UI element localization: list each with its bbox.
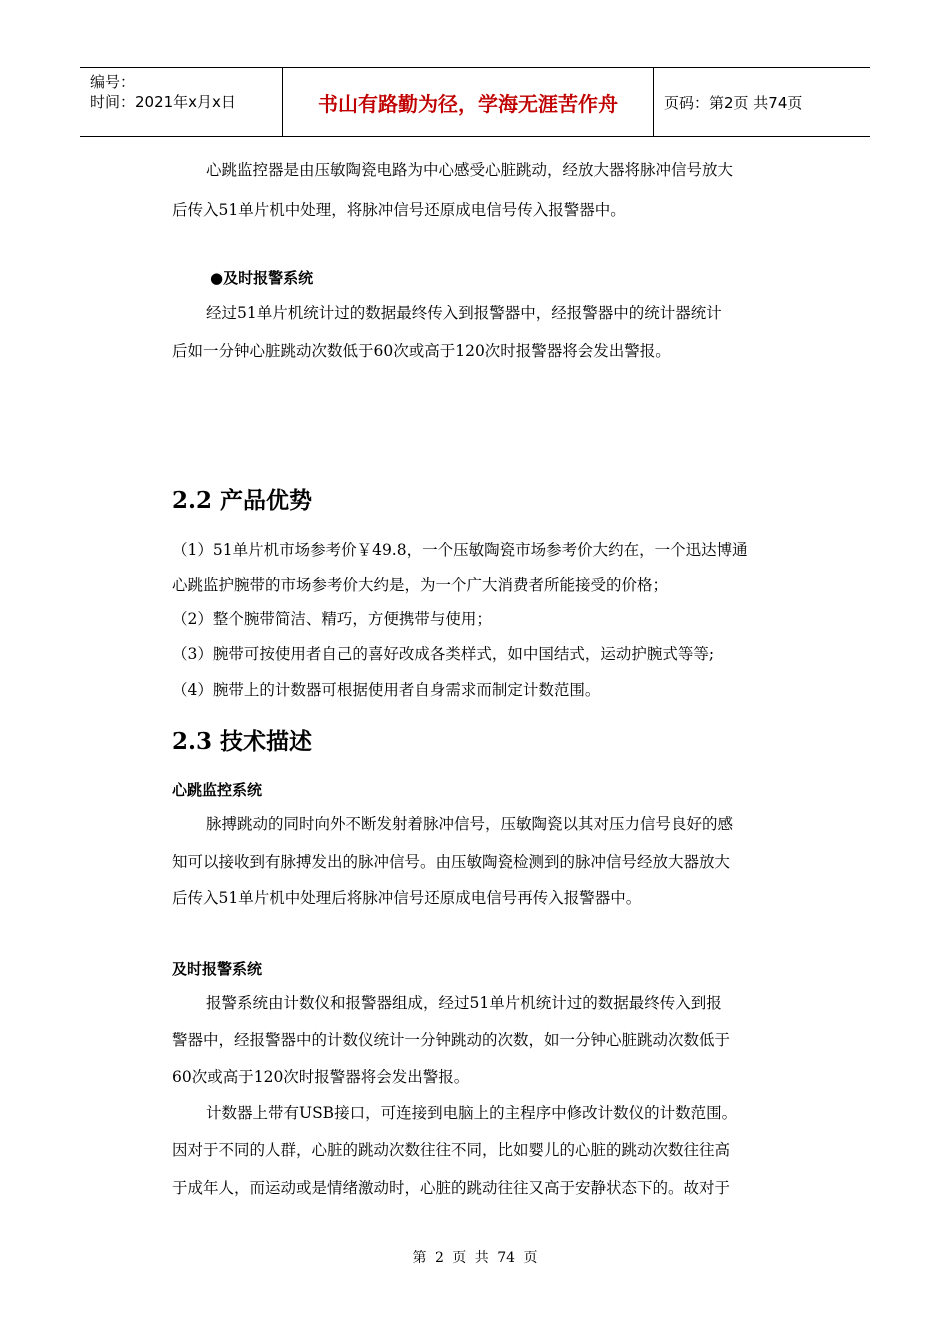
- subheading-heart-monitor: 心跳监控系统: [172, 781, 263, 799]
- paragraph-line: 计数器上带有USB接口，可连接到电脑上的主程序中修改计数仪的计数范围。: [206, 1104, 738, 1122]
- paragraph-line: 报警系统由计数仪和报警器组成，经过51单片机统计过的数据最终传入到报: [206, 994, 722, 1012]
- paragraph-line: 60次或高于120次时报警器将会发出警报。: [172, 1068, 470, 1086]
- paragraph-line: 因对于不同的人群，心脏的跳动次数往往不同，比如婴儿的心脏的跳动次数往往高: [172, 1141, 731, 1159]
- header-meta: [80, 68, 282, 136]
- header-motto: 书山有路勤为径，学海无涯苦作舟: [282, 68, 654, 136]
- time-label: 时间：2021年x月x日: [90, 93, 236, 111]
- section-heading-2-2: 2.2 产品优势: [172, 487, 313, 514]
- advantage-item: 心跳监护腕带的市场参考价大约是，为一个广大消费者所能接受的价格；: [172, 576, 669, 594]
- paragraph-line: 警器中，经报警器中的计数仪统计一分钟跳动的次数，如一分钟心脏跳动次数低于: [172, 1031, 731, 1049]
- paragraph-line: 后传入51单片机中处理，将脉冲信号还原成电信号传入报警器中。: [172, 201, 626, 219]
- paragraph-line: 心跳监控器是由压敏陶瓷电路为中心感受心脏跳动，经放大器将脉冲信号放大: [206, 161, 734, 179]
- paragraph-line: 脉搏跳动的同时向外不断发射着脉冲信号，压敏陶瓷以其对压力信号良好的感: [206, 815, 734, 833]
- paragraph-line: 于成年人，而运动或是情绪激动时，心脏的跳动往往又高于安静状态下的。故对于: [172, 1179, 731, 1197]
- page-header: [80, 67, 870, 137]
- number-label: 编号：: [90, 73, 136, 91]
- subheading-alarm: 及时报警系统: [172, 960, 263, 978]
- paragraph-line: 知可以接收到有脉搏发出的脉冲信号。由压敏陶瓷检测到的脉冲信号经放大器放大: [172, 853, 731, 871]
- paragraph-line: 经过51单片机统计过的数据最终传入到报警器中，经报警器中的统计器统计: [206, 304, 722, 322]
- subheading-alarm-bullet: ●及时报警系统: [210, 269, 314, 287]
- advantage-item: （4）腕带上的计数器可根据使用者自身需求而制定计数范围。: [172, 681, 601, 699]
- header-page-info: 页码：第2页 共74页: [664, 93, 803, 112]
- advantage-item: （1）51单片机市场参考价￥49.8，一个压敏陶瓷市场参考价大约在，一个迅达博通: [172, 541, 748, 559]
- advantage-item: （3）腕带可按使用者自己的喜好改成各类样式，如中国结式，运动护腕式等等;: [172, 645, 715, 663]
- section-heading-2-3: 2.3 技术描述: [172, 728, 313, 755]
- page-footer: 第 2 页 共 74 页: [412, 1250, 538, 1266]
- paragraph-line: 后传入51单片机中处理后将脉冲信号还原成电信号再传入报警器中。: [172, 889, 642, 907]
- advantage-item: （2）整个腕带简洁、精巧，方便携带与使用；: [172, 610, 492, 628]
- paragraph-line: 后如一分钟心脏跳动次数低于60次或高于120次时报警器将会发出警报。: [172, 342, 671, 360]
